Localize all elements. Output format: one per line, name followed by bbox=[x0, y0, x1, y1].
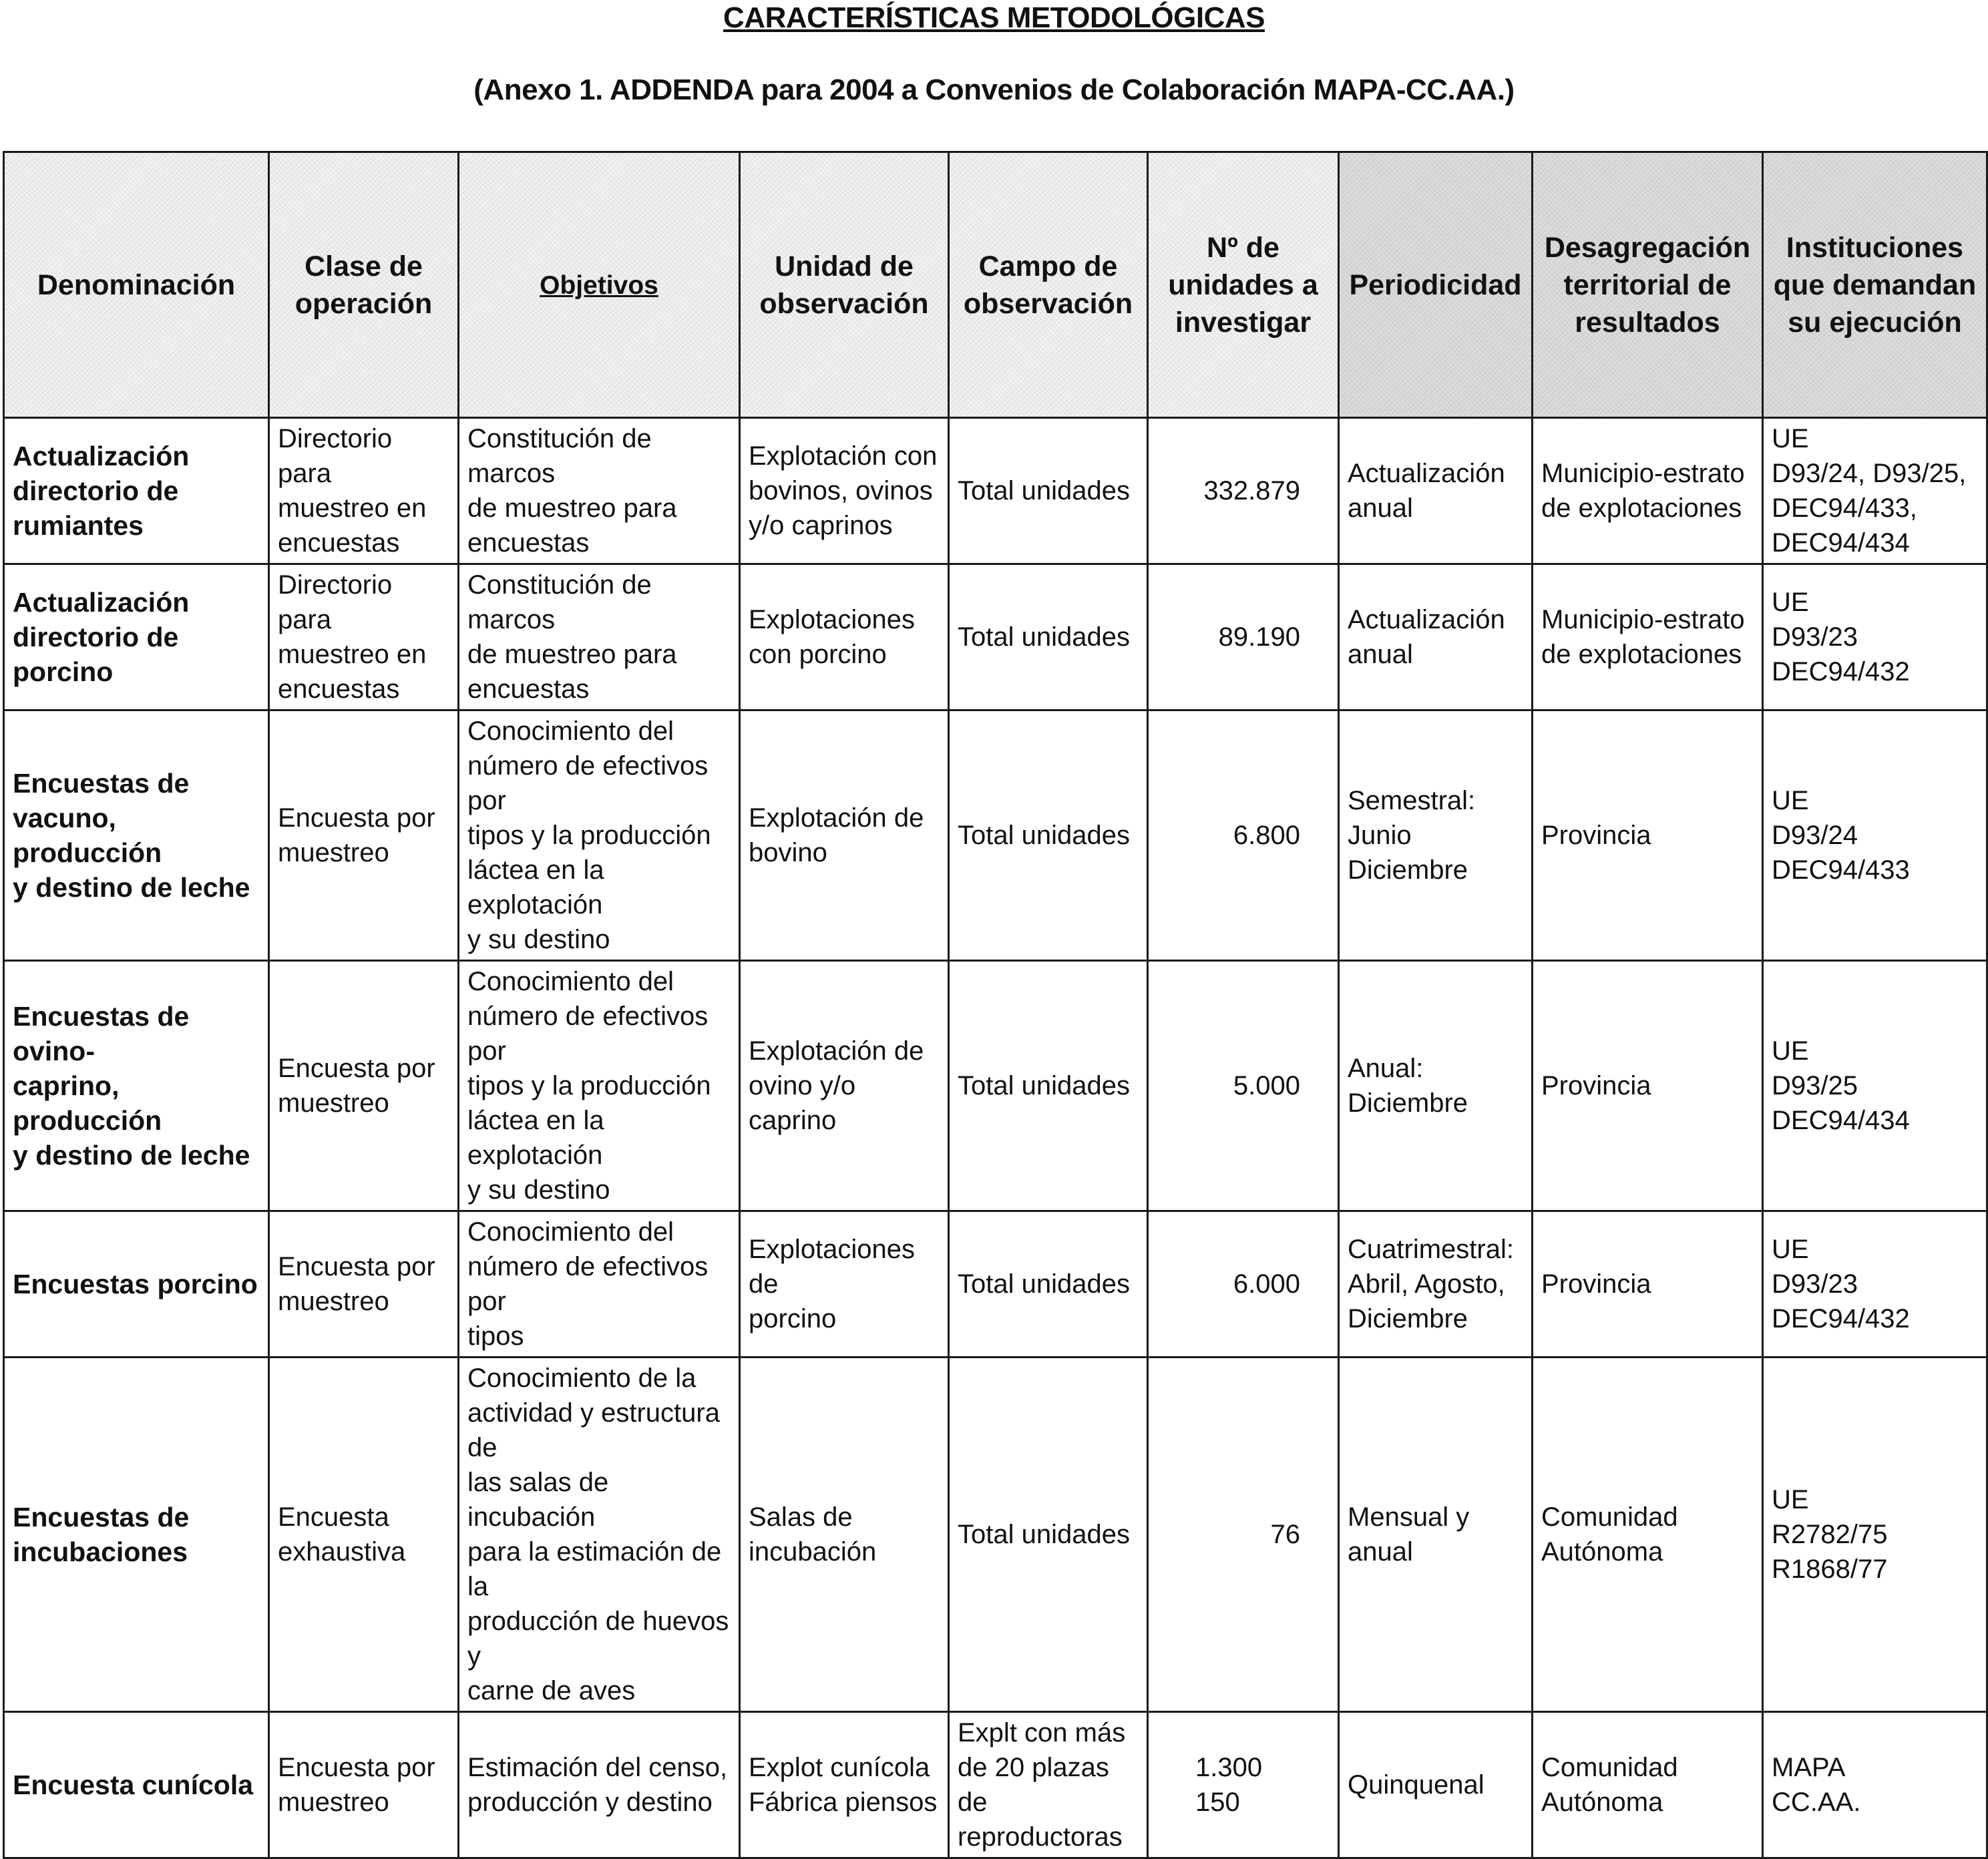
cell-line: Actualización bbox=[13, 441, 190, 471]
cell-line: encuestas bbox=[467, 674, 590, 704]
cell-objetivos bbox=[459, 961, 740, 1211]
cell-line: rumiantes bbox=[13, 510, 144, 541]
cell-line: territorial de bbox=[1563, 268, 1732, 301]
cell-line: Diciembre bbox=[1348, 1304, 1468, 1333]
cell-line: Desagregación bbox=[1544, 231, 1751, 264]
cell-line: unidades a bbox=[1168, 268, 1318, 301]
cell-clase bbox=[269, 1211, 459, 1358]
cell-line: Municipio-estrato bbox=[1541, 605, 1745, 634]
cell-line: Diciembre bbox=[1348, 1088, 1468, 1118]
cell-denominacion bbox=[4, 1211, 269, 1358]
cell-line: encuestas bbox=[467, 528, 590, 558]
cell-line: DEC94/433 bbox=[1772, 855, 1910, 885]
cell-line: muestreo bbox=[278, 1287, 389, 1316]
cell-clase bbox=[269, 1712, 459, 1858]
cell-campo bbox=[949, 710, 1148, 961]
cell-line: D93/23 bbox=[1772, 1269, 1858, 1299]
cell-denominacion bbox=[4, 1712, 269, 1858]
cell-line: Autónoma bbox=[1541, 1788, 1663, 1817]
cell-line: D93/24, D93/25, bbox=[1772, 459, 1967, 488]
cell-line: Fábrica piensos bbox=[749, 1788, 938, 1817]
header-instituciones bbox=[1763, 152, 1987, 418]
cell-line: 6.000 bbox=[1233, 1269, 1300, 1299]
cell-n-unidades bbox=[1148, 1712, 1339, 1858]
cell-line: número de efectivos por bbox=[467, 751, 709, 815]
cell-unidad bbox=[740, 710, 949, 961]
cell-instituciones bbox=[1763, 1358, 1987, 1712]
table-row bbox=[4, 1211, 1987, 1358]
cell-line: Explt con más bbox=[958, 1718, 1126, 1747]
cell-instituciones bbox=[1763, 418, 1987, 564]
table-row bbox=[4, 564, 1987, 710]
cell-line: y/o caprinos bbox=[749, 511, 893, 540]
table-row bbox=[4, 710, 1987, 961]
table-row bbox=[4, 961, 1987, 1211]
cell-unidad bbox=[740, 418, 949, 564]
cell-line: encuestas bbox=[278, 674, 400, 704]
cell-line: tipos y la producción bbox=[467, 821, 711, 850]
cell-line: Semestral: bbox=[1348, 786, 1476, 815]
cell-line: observación bbox=[759, 287, 929, 320]
cell-unidad bbox=[740, 1358, 949, 1712]
table-row bbox=[4, 1358, 1987, 1712]
cell-line: Periodicidad bbox=[1349, 268, 1522, 301]
cell-line: producción y destino bbox=[467, 1788, 713, 1817]
cell-campo bbox=[949, 1712, 1148, 1858]
cell-line: 1.300 bbox=[1195, 1753, 1263, 1782]
cell-line: Constitución de marcos bbox=[467, 570, 652, 634]
cell-line: Explotaciones de bbox=[749, 1235, 916, 1299]
cell-line: actividad y estructura de bbox=[467, 1398, 720, 1462]
cell-clase bbox=[269, 418, 459, 564]
cell-objetivos bbox=[459, 1211, 740, 1358]
cell-line: observación bbox=[963, 287, 1133, 320]
cell-line: DEC94/433, bbox=[1772, 493, 1917, 523]
cell-denominacion bbox=[4, 564, 269, 710]
cell-line: y su destino bbox=[467, 1175, 610, 1205]
cell-line: de muestreo para bbox=[467, 640, 677, 669]
cell-line: MAPA bbox=[1772, 1753, 1846, 1782]
cell-line: muestreo en bbox=[278, 640, 427, 669]
cell-line: Encuestas porcino bbox=[13, 1269, 258, 1299]
cell-line: láctea en la explotación bbox=[467, 855, 604, 919]
cell-line: DEC94/432 bbox=[1772, 1304, 1910, 1333]
header-desagregacion bbox=[1533, 152, 1763, 418]
header-clase bbox=[269, 152, 459, 418]
cell-desagregacion bbox=[1533, 1358, 1763, 1712]
cell-line: Explotaciones bbox=[749, 605, 916, 634]
cell-line: Encuesta por bbox=[278, 1753, 435, 1782]
cell-line: Encuesta por bbox=[278, 1252, 435, 1281]
cell-periodicidad bbox=[1339, 1358, 1533, 1712]
cell-line: Total unidades bbox=[958, 476, 1130, 505]
cell-line: Encuesta cunícola bbox=[13, 1770, 254, 1800]
cell-line: Instituciones bbox=[1786, 231, 1964, 264]
header-objetivos-label: Objetivos bbox=[540, 270, 658, 300]
cell-line: Junio bbox=[1348, 821, 1412, 850]
cell-line: muestreo bbox=[278, 838, 389, 867]
methodology-table bbox=[3, 151, 1988, 1859]
cell-line: con porcino bbox=[749, 640, 887, 669]
cell-desagregacion bbox=[1533, 564, 1763, 710]
cell-line: producción de huevos y bbox=[467, 1607, 729, 1671]
cell-unidad bbox=[740, 564, 949, 710]
page-subtitle: (Anexo 1. ADDENDA para 2004 a Convenios de Colaboración MAPA-CC.AA.) bbox=[473, 73, 1515, 106]
cell-line: Directorio para bbox=[278, 424, 393, 488]
cell-line: muestreo en bbox=[278, 493, 427, 523]
cell-line: vacuno, producción bbox=[13, 803, 162, 868]
cell-periodicidad bbox=[1339, 418, 1533, 564]
cell-line: Actualización bbox=[1348, 605, 1505, 634]
cell-objetivos bbox=[459, 418, 740, 564]
cell-line: Mensual y bbox=[1348, 1502, 1470, 1532]
cell-line: Total unidades bbox=[958, 1269, 1130, 1299]
cell-periodicidad bbox=[1339, 1712, 1533, 1858]
cell-line: investigar bbox=[1175, 306, 1312, 339]
cell-line: Total unidades bbox=[958, 622, 1130, 652]
cell-denominacion bbox=[4, 418, 269, 564]
cell-line: exhaustiva bbox=[278, 1537, 406, 1567]
cell-unidad bbox=[740, 1211, 949, 1358]
cell-line: Diciembre bbox=[1348, 855, 1468, 885]
cell-instituciones bbox=[1763, 961, 1987, 1211]
cell-line: las salas de incubación bbox=[467, 1468, 609, 1532]
cell-line: D93/24 bbox=[1772, 821, 1858, 850]
cell-line: Encuestas de bbox=[13, 768, 190, 799]
cell-line: Explotación con bbox=[749, 441, 938, 471]
cell-desagregacion bbox=[1533, 961, 1763, 1211]
cell-line: Actualización bbox=[1348, 459, 1505, 488]
cell-line: Constitución de marcos bbox=[467, 424, 652, 488]
cell-line: Autónoma bbox=[1541, 1537, 1663, 1567]
cell-line: 5.000 bbox=[1233, 1071, 1300, 1100]
cell-line: Conocimiento del bbox=[467, 716, 674, 746]
cell-line: Estimación del censo, bbox=[467, 1753, 728, 1782]
cell-line: Nº de bbox=[1207, 231, 1279, 264]
cell-line: de explotaciones bbox=[1541, 493, 1742, 523]
cell-line: DEC94/434 bbox=[1772, 528, 1910, 558]
cell-line: su ejecución bbox=[1788, 306, 1962, 339]
cell-line: reproductoras bbox=[958, 1822, 1123, 1852]
cell-line: láctea en la explotación bbox=[467, 1106, 604, 1170]
cell-line: 6.800 bbox=[1233, 821, 1300, 850]
cell-line: anual bbox=[1348, 1537, 1413, 1567]
cell-n-unidades bbox=[1148, 1358, 1339, 1712]
cell-n-unidades bbox=[1148, 1211, 1339, 1358]
cell-desagregacion bbox=[1533, 418, 1763, 564]
cell-periodicidad bbox=[1339, 1211, 1533, 1358]
cell-line: Encuestas de bbox=[13, 1502, 190, 1532]
header-unidad bbox=[740, 152, 949, 418]
cell-periodicidad bbox=[1339, 710, 1533, 961]
cell-line: 150 bbox=[1195, 1788, 1240, 1817]
cell-line: y destino de leche bbox=[13, 872, 250, 903]
cell-objetivos bbox=[459, 710, 740, 961]
cell-line: Unidad de bbox=[775, 250, 914, 282]
cell-line: UE bbox=[1772, 1485, 1809, 1514]
cell-line: CC.AA. bbox=[1772, 1788, 1861, 1817]
cell-line: 76 bbox=[1270, 1520, 1300, 1549]
cell-line: anual bbox=[1348, 640, 1413, 669]
header-campo bbox=[949, 152, 1148, 418]
cell-line: Actualización bbox=[13, 587, 190, 618]
cell-line: de muestreo para bbox=[467, 493, 677, 523]
cell-campo bbox=[949, 564, 1148, 710]
cell-line: muestreo bbox=[278, 1088, 389, 1118]
table-row bbox=[4, 418, 1987, 564]
cell-line: porcino bbox=[749, 1304, 837, 1333]
cell-line: bovinos, ovinos bbox=[749, 476, 933, 505]
cell-n-unidades bbox=[1148, 710, 1339, 961]
cell-n-unidades bbox=[1148, 961, 1339, 1211]
cell-line: Abril, Agosto, bbox=[1348, 1269, 1505, 1299]
cell-line: DEC94/432 bbox=[1772, 657, 1910, 686]
cell-line: para la estimación de la bbox=[467, 1537, 722, 1601]
cell-line: incubación bbox=[749, 1537, 877, 1567]
header-row bbox=[4, 152, 1987, 418]
cell-line: Quinquenal bbox=[1348, 1770, 1484, 1800]
header-periodicidad bbox=[1339, 152, 1533, 418]
cell-line: Encuesta por bbox=[278, 803, 435, 833]
cell-periodicidad bbox=[1339, 961, 1533, 1211]
cell-line: Provincia bbox=[1541, 1269, 1651, 1299]
cell-denominacion bbox=[4, 710, 269, 961]
cell-line: tipos bbox=[467, 1321, 524, 1351]
cell-line: de 20 plazas de bbox=[958, 1753, 1109, 1817]
cell-line: Total unidades bbox=[958, 1520, 1130, 1549]
cell-desagregacion bbox=[1533, 1712, 1763, 1858]
cell-line: Encuestas de ovino- bbox=[13, 1001, 190, 1066]
page-title: CARACTERÍSTICAS METODOLÓGICAS bbox=[723, 1, 1265, 34]
cell-line: Provincia bbox=[1541, 1071, 1651, 1100]
header-denominacion bbox=[4, 152, 269, 418]
cell-line: DEC94/434 bbox=[1772, 1106, 1910, 1135]
cell-unidad bbox=[740, 1712, 949, 1858]
cell-line: D93/23 bbox=[1772, 622, 1858, 652]
cell-line: Total unidades bbox=[958, 1071, 1130, 1100]
cell-campo bbox=[949, 1211, 1148, 1358]
cell-line: número de efectivos por bbox=[467, 1002, 709, 1066]
cell-line: UE bbox=[1772, 1036, 1809, 1066]
cell-line: número de efectivos por bbox=[467, 1252, 709, 1316]
cell-line: Conocimiento del bbox=[467, 1217, 674, 1247]
cell-clase bbox=[269, 961, 459, 1211]
cell-clase bbox=[269, 710, 459, 961]
cell-line: resultados bbox=[1575, 306, 1720, 339]
cell-line: de explotaciones bbox=[1541, 640, 1742, 669]
cell-desagregacion bbox=[1533, 1211, 1763, 1358]
cell-line: que demandan bbox=[1773, 268, 1977, 301]
cell-campo bbox=[949, 1358, 1148, 1712]
cell-line: ovino y/o caprino bbox=[749, 1071, 856, 1135]
cell-line: UE bbox=[1772, 1235, 1809, 1264]
cell-line: D93/25 bbox=[1772, 1071, 1858, 1100]
cell-line: anual bbox=[1348, 493, 1413, 523]
cell-line: tipos y la producción bbox=[467, 1071, 711, 1100]
cell-clase bbox=[269, 564, 459, 710]
table-row bbox=[4, 1712, 1987, 1858]
cell-line: Anual: bbox=[1348, 1054, 1424, 1083]
cell-line: operación bbox=[294, 287, 433, 320]
cell-line: Campo de bbox=[978, 250, 1118, 282]
cell-objetivos bbox=[459, 564, 740, 710]
cell-line: directorio de bbox=[13, 475, 179, 506]
cell-line: bovino bbox=[749, 838, 827, 867]
cell-desagregacion bbox=[1533, 710, 1763, 961]
cell-line: incubaciones bbox=[13, 1536, 188, 1567]
cell-line: Cuatrimestral: bbox=[1348, 1235, 1514, 1264]
cell-line: Encuesta bbox=[278, 1502, 389, 1532]
cell-line: y su destino bbox=[467, 925, 610, 954]
cell-line: directorio de porcino bbox=[13, 622, 179, 687]
cell-line: muestreo bbox=[278, 1788, 389, 1817]
cell-objetivos bbox=[459, 1712, 740, 1858]
cell-line: Provincia bbox=[1541, 821, 1651, 850]
cell-line: Encuesta por bbox=[278, 1054, 435, 1083]
cell-instituciones bbox=[1763, 1712, 1987, 1858]
cell-line: encuestas bbox=[278, 528, 400, 558]
cell-campo bbox=[949, 418, 1148, 564]
cell-n-unidades bbox=[1148, 564, 1339, 710]
cell-denominacion bbox=[4, 1358, 269, 1712]
cell-unidad bbox=[740, 961, 949, 1211]
cell-line: UE bbox=[1772, 786, 1809, 815]
cell-n-unidades bbox=[1148, 418, 1339, 564]
header-n-unidades bbox=[1148, 152, 1339, 418]
cell-line: Municipio-estrato bbox=[1541, 459, 1745, 488]
cell-line: Clase de bbox=[305, 250, 423, 282]
cell-line: Salas de bbox=[749, 1502, 853, 1532]
cell-line: Denominación bbox=[37, 268, 236, 301]
cell-line: R1868/77 bbox=[1772, 1555, 1888, 1584]
cell-line: Total unidades bbox=[958, 821, 1130, 850]
cell-instituciones bbox=[1763, 710, 1987, 961]
cell-clase bbox=[269, 1358, 459, 1712]
header-objetivos bbox=[459, 152, 740, 418]
cell-line: Comunidad bbox=[1541, 1502, 1678, 1532]
cell-periodicidad bbox=[1339, 564, 1533, 710]
cell-instituciones bbox=[1763, 564, 1987, 710]
cell-line: R2782/75 bbox=[1772, 1520, 1888, 1549]
cell-line: 332.879 bbox=[1203, 476, 1300, 505]
cell-line: Conocimiento de la bbox=[467, 1364, 697, 1393]
cell-denominacion bbox=[4, 961, 269, 1211]
cell-line: Explotación de bbox=[749, 1036, 924, 1066]
cell-line: Directorio para bbox=[278, 570, 393, 634]
cell-line: y destino de leche bbox=[13, 1140, 250, 1171]
cell-line: Conocimiento del bbox=[467, 967, 674, 996]
cell-line: Comunidad bbox=[1541, 1753, 1678, 1782]
cell-line: Explot cunícola bbox=[749, 1753, 930, 1782]
cell-line: Explotación de bbox=[749, 803, 924, 833]
cell-campo bbox=[949, 961, 1148, 1211]
cell-line: 89.190 bbox=[1218, 622, 1300, 652]
cell-line: caprino, producción bbox=[13, 1070, 162, 1136]
cell-line: carne de aves bbox=[467, 1676, 636, 1705]
cell-instituciones bbox=[1763, 1211, 1987, 1358]
cell-objetivos bbox=[459, 1358, 740, 1712]
cell-line: UE bbox=[1772, 588, 1809, 617]
cell-line: UE bbox=[1772, 424, 1809, 453]
